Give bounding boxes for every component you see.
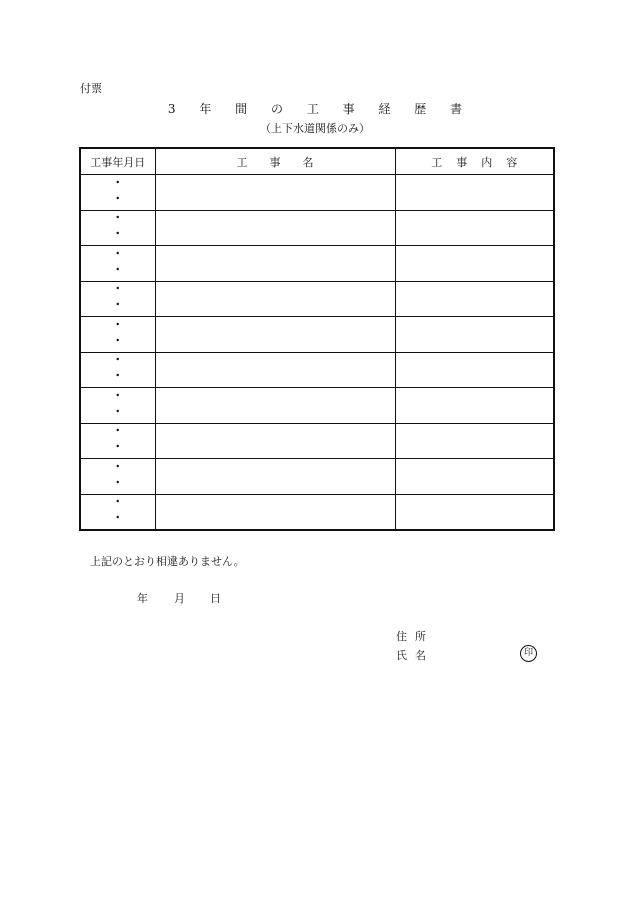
column-header-date xyxy=(80,148,155,175)
date-placeholder-dots: ・ ・ xyxy=(112,282,138,311)
column-header-content-label: 工事内容 xyxy=(431,155,532,169)
date-cell[interactable] xyxy=(80,210,155,246)
table-row xyxy=(80,352,554,388)
work-name-cell[interactable] xyxy=(155,352,395,388)
work-content-cell[interactable] xyxy=(395,388,554,424)
table-row xyxy=(80,459,554,495)
work-name-cell[interactable] xyxy=(155,388,395,424)
date-cell[interactable] xyxy=(80,246,155,282)
work-name-cell[interactable] xyxy=(155,175,395,211)
table-row xyxy=(80,388,554,424)
work-name-cell[interactable] xyxy=(155,317,395,353)
date-cell[interactable] xyxy=(80,459,155,495)
work-history-table xyxy=(79,147,555,531)
table-header-row xyxy=(80,148,554,175)
table-row xyxy=(80,246,554,282)
work-content-cell[interactable] xyxy=(395,317,554,353)
name-label: 氏名 xyxy=(396,649,434,662)
work-content-cell[interactable] xyxy=(395,459,554,495)
date-cell[interactable] xyxy=(80,494,155,530)
confirmation-statement: 上記のとおり相違ありません。 xyxy=(90,555,245,568)
date-placeholder-dots: ・ ・ xyxy=(112,353,138,382)
work-content-cell[interactable] xyxy=(395,423,554,459)
work-name-cell[interactable] xyxy=(155,246,395,282)
attachment-label: 付票 xyxy=(80,82,102,95)
date-placeholder-dots: ・ ・ xyxy=(112,246,138,276)
seal-mark: 印 xyxy=(520,645,537,662)
table-body xyxy=(80,175,554,531)
date-cell[interactable] xyxy=(80,352,155,388)
work-content-cell[interactable] xyxy=(395,281,554,317)
work-content-cell[interactable] xyxy=(395,246,554,282)
document-subtitle: （上下水道関係のみ） xyxy=(260,122,370,135)
work-name-cell[interactable] xyxy=(155,423,395,459)
column-header-date-label: 工事年月日 xyxy=(90,155,146,169)
column-header-name-label: 工事名 xyxy=(236,155,336,169)
table-row xyxy=(80,281,554,317)
table-row xyxy=(80,175,554,211)
table-row xyxy=(80,210,554,246)
work-content-cell[interactable] xyxy=(395,210,554,246)
date-placeholder-dots: ・ ・ xyxy=(112,459,138,489)
document-title: 3 年 間 の 工 事 経 歴 書 xyxy=(167,102,473,116)
date-line xyxy=(137,590,221,606)
date-cell[interactable] xyxy=(80,175,155,211)
date-day-label: 日 xyxy=(210,592,221,605)
table-row xyxy=(80,423,554,459)
work-name-cell[interactable] xyxy=(155,494,395,530)
date-cell[interactable] xyxy=(80,281,155,317)
table-row xyxy=(80,494,554,530)
date-placeholder-dots: ・ ・ xyxy=(112,388,138,418)
date-placeholder-dots: ・ ・ xyxy=(112,211,138,240)
date-cell[interactable] xyxy=(80,423,155,459)
date-placeholder-dots: ・ ・ xyxy=(112,495,138,524)
date-year-label: 年 xyxy=(137,592,148,605)
work-content-cell[interactable] xyxy=(395,352,554,388)
date-cell[interactable] xyxy=(80,388,155,424)
work-name-cell[interactable] xyxy=(155,210,395,246)
work-name-cell[interactable] xyxy=(155,281,395,317)
column-header-name xyxy=(155,148,395,175)
date-month-label: 月 xyxy=(174,592,185,605)
work-name-cell[interactable] xyxy=(155,459,395,495)
table-row xyxy=(80,317,554,353)
work-content-cell[interactable] xyxy=(395,175,554,211)
address-label: 住所 xyxy=(396,630,434,643)
work-content-cell[interactable] xyxy=(395,494,554,530)
date-cell[interactable] xyxy=(80,317,155,353)
date-placeholder-dots: ・ ・ xyxy=(112,317,138,347)
date-placeholder-dots: ・ ・ xyxy=(112,424,138,453)
column-header-content xyxy=(395,148,554,175)
date-placeholder-dots: ・ ・ xyxy=(112,175,138,205)
